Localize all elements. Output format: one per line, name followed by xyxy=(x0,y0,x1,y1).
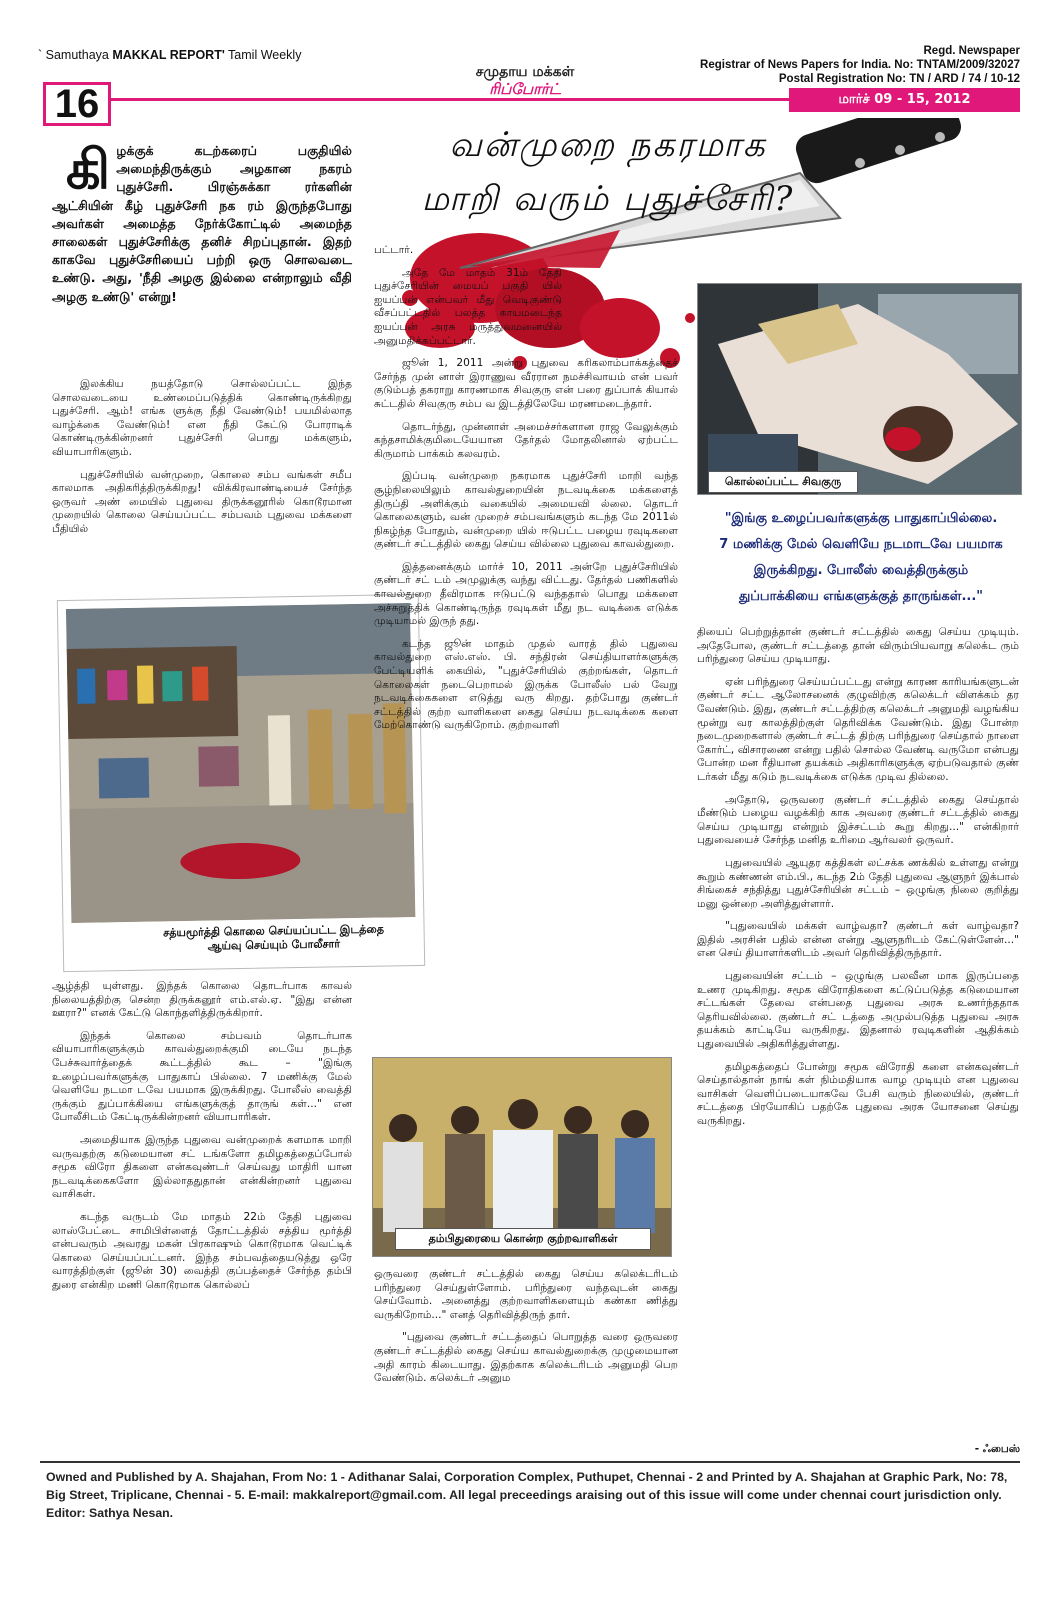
page-number: 16 xyxy=(43,82,111,126)
paragraph: இத்தனைக்கும் மார்ச் 10, 2011 அன்றே புதுச்சேரியில் குண்டர் சட் டம் அமுலுக்கு வந்து விட்டது. தேர்தல் பணிகளில் காவல்துறை தீவிரமாக ஈடுபட்டு வந்ததால் பொது மக்களை அச்சுறுத்திக் கொண்டிருந்த ரவுடிகள் மீது நட வடிக்கை எடுக்க முடியாமல் இருந் தது. xyxy=(374,560,678,628)
issue-date: மார்ச் 09 - 15, 2012 xyxy=(789,88,1020,112)
paragraph: அதோடு, ஒருவரை குண்டர் சட்டத்தில் கைது செய்தால் மீண்டும் பழைய வழக்கிற் காக அவரை குண்டர் சட்டத்தில் கைது செய்ய முடியாது என்றும் இச்சட்டம் கூறு கிறது..." என்கிறார் புதுவையைச் சேர்ந்த மனித உரிமை ஆர்வலர் ஒருவர். xyxy=(697,793,1019,847)
footer-line: Big Street, Triplicane, Chennai - 5. E-mail: makkalreport@gmail.com. All legal preceedings araising out of this issue will come under chennai court jurisdiction only. xyxy=(46,1488,1002,1502)
masthead-top: சமுதாய மக்கள் xyxy=(475,64,575,80)
paragraph: தொடர்ந்து, முன்னாள் அமைச்சர்களான ராஜ வேலுக்கும் கந்தசாமிக்குமிடையேயான தேர்தல் மோதலினால் ஏற்பட்ட கிருமாம் பாக்கம் கலவரம். xyxy=(374,420,678,460)
accused-photo xyxy=(372,1057,672,1257)
registrar-number: Registrar of News Papers for India. No: TNTAM/2009/32027 xyxy=(700,59,1020,71)
imprint-footer xyxy=(46,1468,1016,1522)
paragraph: அமைதியாக இருந்த புதுவை வன்முறைக் களமாக மாறி வருவதற்கு கடுமையான சட் டங்களோ தமிழகத்தைப்போல் சமூக விரோ திகளை என்கவுண்டர் செய்வது மாதிரி யான நடவடிக்கைகளோ இல்லாததுதான் என்கின்றனர் புதுவை வாசிகள். xyxy=(52,1133,352,1201)
victim-caption: கொல்லப்பட்ட சிவகுரு xyxy=(708,471,858,493)
regd-label: Regd. Newspaper xyxy=(923,45,1020,57)
paragraph: தியைப் பெற்றுத்தான் குண்டர் சட்டத்தில் கைது செய்ய முடியும். அதேபோல, குண்டர் சட்டத்தை தான் விரும்பியவாறு கலெக்ட ரும் பரிந்துரை செய்ய முடியாது. xyxy=(697,626,1019,666)
headline-line-1: வன்முறை நகரமாக xyxy=(449,125,767,165)
pull-quote-line: இருக்கிறது. போலீஸ் வைத்திருக்கும் xyxy=(753,563,969,578)
crime-scene-image xyxy=(66,603,415,923)
victim-image xyxy=(698,284,1022,495)
drop-cap: கி xyxy=(66,137,111,201)
crime-scene-photo-frame xyxy=(57,594,425,972)
paragraph: புதுவையின் சட்டம் – ஒழுங்கு பலவீன மாக இருப்பதை உணர முடிகிறது. சமூக விரோதிகளை கட்டுப்படுத்த கடுமையான சட்டங்கள் தேவை என்பதை புதுவை அரசு உணர்ந்ததாக தெரியவில்லை. குண்டர் சட் டத்தை அமுல்படுத்த புதுவை அரசு தயக்கம் காட்டியே வருகிறது. இதனால் ரவுடிகளின் ஆதிக்கம் புதுவையில் அதிகரித்துள்ளது. xyxy=(697,970,1019,1051)
column-2-bottom xyxy=(374,1268,678,1395)
paragraph: இந்தக் கொலை சம்பவம் தொடர்பாக வியாபாரிகளுக்கும் காவல்துறைக்குமி டையே நடந்த பேச்சுவார்த்தைக் கூட்டத்தில் கூட – "இங்கு உழைப்பவர்களுக்கு பாதுகாப் பில்லை. 7 மணிக்கு மேல் வெளியே நடமா டவே பயமாக இருக்கிறது. போலீஸ் வைத்தி ருக்கும் துப்பாக்கியை எங்களுக்குத் தாருங் கள்..." என போலீசிடம் கேட்டிருக்கின்றனர் வியாபாரிகள். xyxy=(52,1029,352,1124)
victim-photo xyxy=(697,283,1022,495)
pull-quote-line: "இங்கு உழைப்பவர்களுக்கு பாதுகாப்பில்லை. xyxy=(724,511,998,526)
registration-info xyxy=(660,44,1020,86)
publication-line: ` Samuthaya MAKKAL REPORT' Tamil Weekly xyxy=(38,48,302,62)
paragraph: கடந்த வருடம் மே மாதம் 22ம் தேதி புதுவை லாஸ்பேட்டை சாமிபிள்ளைத் தோட்டத்தில் சத்திய மூர்த்தி என்பவரும் அவரது மகன் பிரகாஷும் கொடூரமாக வெட்டிக் கொலை செய்யப்பட்டனர். இந்த சம்பவத்தையடுத்து ஒரே வாரத்திற்குள் (ஜூன் 30) வைத்தி குப்பத்தைச் சேர்ந்த தம்பி துரை என்கிற மணி கொடூரமாக கொல்லப் xyxy=(52,1210,352,1291)
paragraph: ஒருவரை குண்டர் சட்டத்தில் கைது செய்ய கலெக்டரிடம் பரிந்துரை செய்துள்ளோம். பரிந்துரை வந்தவுடன் கைது செய்வோம். அனைத்து குற்றவாளிகளையும் கண்கா ணித்து வருகிறோம்..." எனத் தெரிவித்திருந் தார். xyxy=(374,1268,678,1321)
paragraph: "புதுவையில் மக்கள் வாழ்வதா? குண்டர் கள் வாழ்வதா? இதில் அரசின் பதில் என்ன என்று ஆளுநரிடம் கேட்டுள்ளேன்..." என செய் தியாளர்களிடம் அவர் தெரிவித்திருந்தார். xyxy=(697,920,1019,960)
headline xyxy=(378,118,838,226)
paragraph: ஏன் பரிந்துரை செய்யப்பட்டது என்று காரண காரியங்களுடன் குண்டர் சட்ட ஆலோசனைக் குழுவிற்கு கலெக்டர் விளக்கம் தர வேண்டும். இது, குண்டர் சட்டத்திற்கு கலெக்டர் அனுமதி வழங்கிய மூன்று வர காலத்திற்குள் தெரிவிக்க வேண்டும். இது போன்ற நடைமுறைகளால் குண்டர் சட்டத் திற்கு பரிந்துரை செய்தால் நாளை கோர்ட், விசாரணை என்று பதில் சொல்ல வேண்டி வருமோ என்பது போன்ற மன ரீதியான தயக்கம் அதிகாரிகளுக்கு ஏற்படுவதால் குண் டர்கள் மீது கடும் நடவடிக்கை எடுக்க முடிவ தில்லை. xyxy=(697,675,1019,783)
column-1-top xyxy=(52,378,352,546)
paragraph: "புதுவை குண்டர் சட்டத்தைப் பொறுத்த வரை ஒருவரை குண்டர் சட்டத்தில் கைது செய்ய காவல்துறைக்கு முழுமையான அதி காரம் கிடையாது. இதற்காக கலெக்டரிடம் அனுமதி பெற வேண்டும். கலெக்டர் அனும xyxy=(374,1331,678,1385)
footer-rule xyxy=(40,1461,1020,1463)
pull-quote xyxy=(695,506,1027,610)
accused-caption: தம்பிதுரையை கொன்ற குற்றவாளிகள் xyxy=(395,1228,651,1250)
column-2 xyxy=(374,244,678,742)
column-3 xyxy=(697,626,1019,1138)
paragraph: தமிழகத்தைப் போன்று சமூக விரோதி களை என்கவுண்டர் செய்தால்தான் நாங் கள் நிம்மதியாக வாழ முடியும் என புதுவை வாசிகள் வெளிப்படையாகவே பேசி வரும் நிலையில், குண்டர் சட்டத்தை பிரயோகிப் பதற்கே புதுவை அரசு யோசனை செய்து வருகிறது. xyxy=(697,1060,1019,1127)
paragraph: இலக்கிய நயத்தோடு சொல்லப்பட்ட இந்த சொலவடையை உண்மைப்படுத்திக் கொண்டிருக்கிறது புதுச்சேரி. ஆம்! எங்க ளுக்கு நீதி வேண்டும்! பயமில்லாத வாழ்க்கை வேண்டும்! என நீதி கேட்டு போராடிக் கொண்டிருக்கின்றனர் புதுச்சேரி பொது மக்களும், வியாபாரிகளும். xyxy=(52,378,352,458)
footer-line: Owned and Published by A. Shajahan, From No: 1 - Adithanar Salai, Corporation Complex, Puthupet, Chennai - 2 and Printed by A. Shajahan at Graphic Park, No: 78, xyxy=(46,1470,1008,1484)
paragraph: ஆழ்த்தி யுள்ளது. இந்தக் கொலை தொடர்பாக காவல் நிலையத்திற்கு சென்ற திருக்கனூர் எம்.எல்.ஏ. "இது என்ன ஊரா?" எனக் கேட்டு கொந்தளித்திருக்கிறார். xyxy=(52,980,352,1020)
paragraph: அதே மே மாதம் 31ம் தேதி புதுச்சேரியின் மையப் பகுதி யில் ஐயப்பன் என்பவர் மீது வெடிகுண்டு வீசப்பட்டதில் பலத்த காயமடைந்த ஐயப்பன் அரசு மருத்துவமனையில் அனுமதிக்கப்பட்டார். xyxy=(374,266,562,347)
intro-text: ழக்குக் கடற்கரைப் பகுதியில் அமைந்திருக்கும் அழகான நகரம் புதுச்சேரி. பிரஞ்சுக்கா ரர்களின் ஆட்சியின் கீழ் புதுச்சேரி நக ரம் இருந்தபோது அவர்கள் அமைத்த நேர்க்கோட்டில் அமைந்த சாலைகள் புதுச்சேரிக்கு தனிச் சிறப்புதான். இதற் காகவே புதுச்சேரியைப் பற்றி ஒரு சொலவடை உண்டு. அது, 'நீதி அழகு இல்லை என்றாலும் வீதி அழகு உண்டு' என்று! xyxy=(52,143,352,304)
masthead-bottom: ரிப்போர்ட் xyxy=(489,80,561,98)
paragraph: இப்படி வன்முறை நகரமாக புதுச்சேரி மாறி வந்த சூழ்நிலையிலும் காவல்துறையின் நடவடிக்கை மக்களைத் திருப்தி அளிக்கும் வகையில் அமையவி ல்லை. தொடர் கொலைகளும், வன் முறைச் சம்பவங்களும் கடந்த மே 2011ல் நிகழ்ந்த போதும், வன்முறை யில் ஈடுபட்ட பழைய ரவுடிகளை குண்டர் சட்டத்தில் கைது செய்ய வில்லை புதுவை காவல்துறை. xyxy=(374,470,678,551)
byline: - ஃபைஸ் xyxy=(974,1443,1020,1455)
intro-paragraph xyxy=(52,137,352,306)
paragraph: கடந்த ஜூன் மாதம் முதல் வாரத் தில் புதுவை காவல்துறை எஸ்.எஸ். பி. சந்திரன் செய்தியாளர்களுக்கு பேட்டியளிக் கையில், "புதுச்சேரியில் குற்றங்கள், தொடர் கொலைகள் நடைபெறாமல் இருக்க போலீஸ் பல் வேறு நடவடிக்கைகளை எடுத்து வரு கிறது. தற்போது குண்டர் சட்டத்தில் குற்ற வாளிகளை கைது செய்ய நடவடிக்கை களை மேற்கொண்டு வருகிறோம். குற்றவாளி xyxy=(374,637,678,732)
column-1-bottom xyxy=(52,980,352,1301)
masthead-logo xyxy=(445,64,605,106)
pull-quote-line: துப்பாக்கியை எங்களுக்குத் தாருங்கள்..." xyxy=(738,589,984,604)
crime-scene-photo xyxy=(66,603,415,923)
footer-line: Editor: Sathya Nesan. xyxy=(46,1506,174,1520)
paragraph: ஜூன் 1, 2011 அன்று புதுவை கரிகலாம்பாக்கத்தைச் சேர்ந்த முன் னாள் இராணுவ வீரரான நமச்சிவாயம் என் பவர் குடும்பத் தகராறு காரணமாக சிவகுரு என் பரை துப்பாக் கியால் சுட்டதில் சிவகுரு சம்ப வ இடத்திலேயே மரணமடைந்தார். xyxy=(374,357,678,410)
paragraph: பட்டார். xyxy=(374,244,414,256)
pull-quote-line: 7 மணிக்கு மேல் வெளியே நடமாடவே பயமாக xyxy=(719,537,1003,552)
paragraph: புதுவையில் ஆயுதர கத்திகள் லட்சக்க ணக்கில் உள்ளது என்று கூறும் கண்ணன் எம்.பி., கடந்த 2ம் தேதி புதுவை ஆளுநர் இக்பால் சிங்கைச் சந்தித்து புதுச்சேரியின் சட்டம் – ஒழுங்கு நிலை குறித்து மனு ஒன்றை அளித்துள்ளார். xyxy=(697,856,1019,910)
paragraph: புதுச்சேரியில் வன்முறை, கொலை சம்ப வங்கள் சமீப காலமாக அதிகரித்திருக்கிறது! விக்கிரவாண்டியைச் சேர்ந்த ஒருவர் அண் மையில் புதுவை திருக்கனூரில் கொடூரமான முறையில் கொலை செய்யப்பட்ட சம்பவம் புதுவை மக்களை பீதியில் xyxy=(52,468,352,535)
crime-scene-caption: சத்யமூர்த்தி கொலை செய்யப்பட்ட இடத்தை ஆய்வு செய்யும் போலீசார் xyxy=(153,919,394,957)
headline-line-2: மாறி வரும் புதுச்சேரி? xyxy=(421,179,795,219)
postal-registration: Postal Registration No: TN / ARD / 74 / 10-12 xyxy=(778,73,1020,85)
